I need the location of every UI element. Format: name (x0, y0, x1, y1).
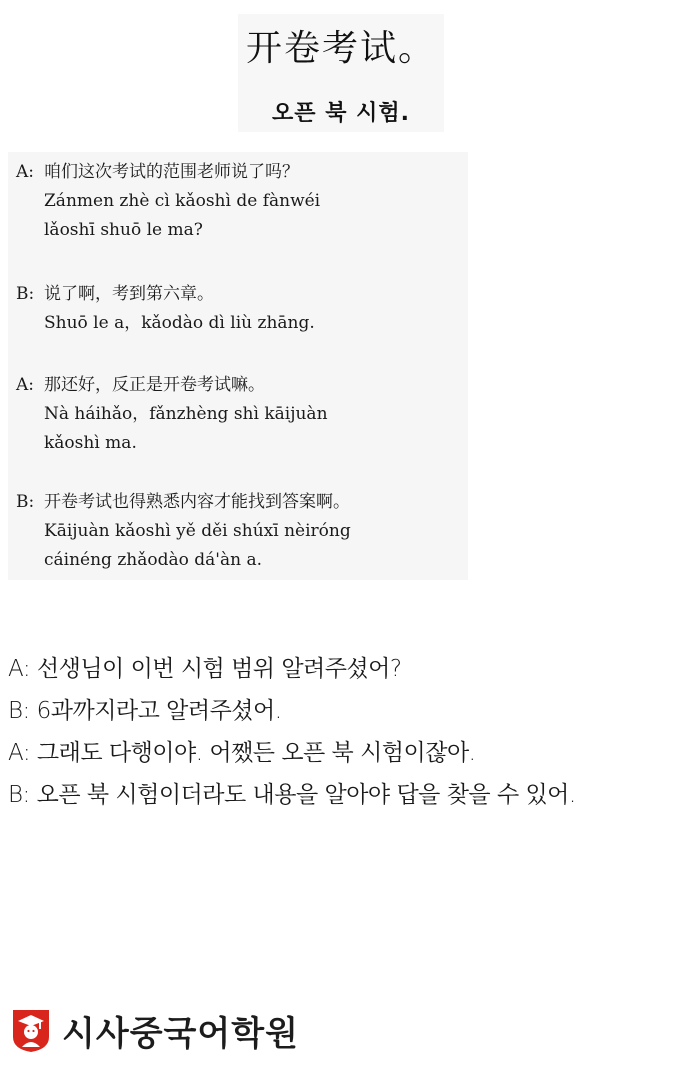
sisa-emblem-icon (10, 1007, 52, 1053)
pinyin-line: Shuō le a，kǎodào dì liù zhāng. (44, 313, 315, 333)
pinyin-line: kǎoshì ma. (44, 433, 137, 453)
pinyin-line: Kāijuàn kǎoshì yě děi shúxī nèiróng (44, 521, 351, 541)
dialogue-turn-2 (8, 280, 468, 338)
title-block (238, 14, 444, 132)
korean-line: A: 그래도 다행이야. 어쨌든 오픈 북 시험이잖아. (8, 740, 476, 766)
speaker-label: B: (16, 492, 35, 512)
speaker-label: A: (16, 162, 35, 182)
title-korean: 오픈 북 시험. (272, 101, 410, 126)
title-chinese: 开卷考试。 (245, 28, 436, 69)
korean-translation (8, 648, 672, 816)
korean-line: B: 오픈 북 시험이더라도 내용을 알아야 답을 찾을 수 있어. (8, 782, 576, 808)
pinyin-line: lǎoshī shuō le ma? (44, 220, 203, 240)
korean-line: B: 6과까지라고 알려주셨어. (8, 698, 282, 724)
dialogue-turn-1 (8, 158, 468, 245)
sisa-logo (10, 1004, 299, 1056)
speaker-label: B: (16, 284, 35, 304)
dialogue-turn-3 (8, 371, 468, 458)
dialogue-block (8, 152, 468, 580)
pinyin-line: cáinéng zhǎodào dá'àn a. (44, 550, 262, 570)
korean-line: A: 선생님이 이번 시험 범위 알려주셨어? (8, 656, 402, 682)
pinyin-line: Zánmen zhè cì kǎoshì de fànwéi (44, 191, 321, 211)
logo-text: 시사중국어학원 (62, 1013, 299, 1054)
chinese-line: 说了啊，考到第六章。 (44, 284, 214, 304)
pinyin-line: Nà háihǎo，fǎnzhèng shì kāijuàn (44, 404, 328, 424)
chinese-line: 那还好，反正是开卷考试嘛。 (44, 375, 265, 395)
chinese-line: 咱们这次考试的范围老师说了吗？ (44, 162, 299, 182)
dialogue-turn-4 (8, 488, 468, 575)
speaker-label: A: (16, 375, 35, 395)
chinese-line: 开卷考试也得熟悉内容才能找到答案啊。 (44, 492, 350, 512)
